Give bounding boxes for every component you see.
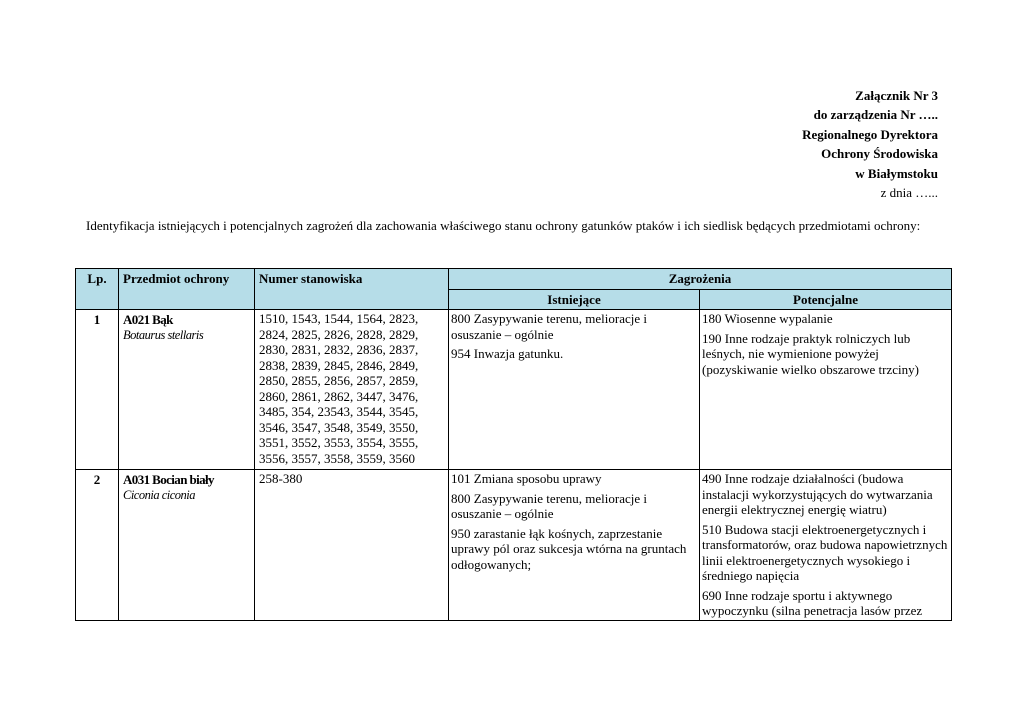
- row-subject: [119, 310, 255, 470]
- species-latin: Botaurus stellaris: [123, 327, 204, 342]
- attachment-line-4: Ochrony Środowiska: [821, 146, 938, 162]
- row-existing: [449, 310, 700, 470]
- attachment-line-3: Regionalnego Dyrektora: [802, 126, 938, 142]
- species-name: A021 Bąk: [123, 312, 173, 327]
- row-sites: 1510, 1543, 1544, 1564, 2823, 2824, 2825, 2826, 2828, 2829, 2830, 2831, 2832, 2836, 2837, 2838, 2839, 2845, 2846, 2849, 2850, 2855, 2856, 2857, 2859, 2860, 2861, 2862, 3447, 3476, 3485, 354, 23543, 3544, 3545, 3546, 3547, 3548, 3549, 3550, 3551, 3552, 3553, 3554, 3555, 3556, 3557, 3558, 3559, 3560: [255, 310, 449, 470]
- attachment-line-1: Załącznik Nr 3: [855, 88, 938, 103]
- header-lp: Lp.: [76, 269, 119, 310]
- row-sites: 258-380: [255, 470, 449, 621]
- row-potential: [700, 470, 952, 621]
- table-row: [76, 310, 952, 470]
- threat-item: 101 Zmiana sposobu uprawy: [451, 471, 602, 486]
- attachment-header: [802, 86, 938, 202]
- threat-item: 190 Inne rodzaje praktyk rolniczych lub leśnych, nie wymienione powyżej (pozyskiwanie wielko obszarowe trzciny): [702, 330, 919, 377]
- threat-item: 954 Inwazja gatunku.: [451, 346, 564, 361]
- header-subject: Przedmiot ochrony: [119, 269, 255, 310]
- table-row: [76, 470, 952, 621]
- species-name: A031 Bocian biały: [123, 472, 214, 487]
- row-lp: 2: [76, 470, 119, 621]
- threat-item: 690 Inne rodzaje sportu i aktywnego wypoczynku (silna penetracja lasów przez: [702, 587, 923, 618]
- threat-item: 490 Inne rodzaje działalności (budowa instalacji wykorzystujących do wytwarzania energii elektrycznej energię wiatru): [702, 471, 933, 517]
- attachment-line-5: w Białymstoku: [855, 165, 938, 181]
- species-latin: Ciconia ciconia: [123, 487, 195, 502]
- row-lp: 1: [76, 310, 119, 470]
- threat-item: 510 Budowa stacji elektroenergetycznych i transformatorów, oraz budowa napowietrznych linii elektroenergetycznych wysokiego i średniego napięcia: [702, 521, 948, 583]
- threat-item: 950 zarastanie łąk kośnych, zaprzestanie uprawy pól oraz sukcesja wtórna na gruntach odłogowanych;: [451, 525, 687, 572]
- header-site: Numer stanowiska: [255, 269, 449, 310]
- attachment-line-6: z dnia …...: [880, 185, 938, 201]
- threats-table: [75, 268, 952, 621]
- header-existing: Istniejące: [449, 289, 700, 310]
- intro-paragraph: Identyfikacja istniejących i potencjalnych zagrożeń dla zachowania właściwego stanu ochrony gatunków ptaków i ich siedlisk będących przedmiotami ochrony:: [86, 218, 921, 233]
- row-subject: [119, 470, 255, 621]
- threat-item: 800 Zasypywanie terenu, melioracje i osuszanie – ogólnie: [451, 311, 648, 342]
- header-threats: Zagrożenia: [449, 269, 952, 290]
- row-existing: [449, 470, 700, 621]
- attachment-line-2: do zarządzenia Nr …..: [813, 107, 938, 123]
- header-potential: Potencjalne: [700, 289, 952, 310]
- threat-item: 180 Wiosenne wypalanie: [702, 311, 833, 326]
- threat-item: 800 Zasypywanie terenu, melioracje i osuszanie – ogólnie: [451, 490, 648, 521]
- row-potential: [700, 310, 952, 470]
